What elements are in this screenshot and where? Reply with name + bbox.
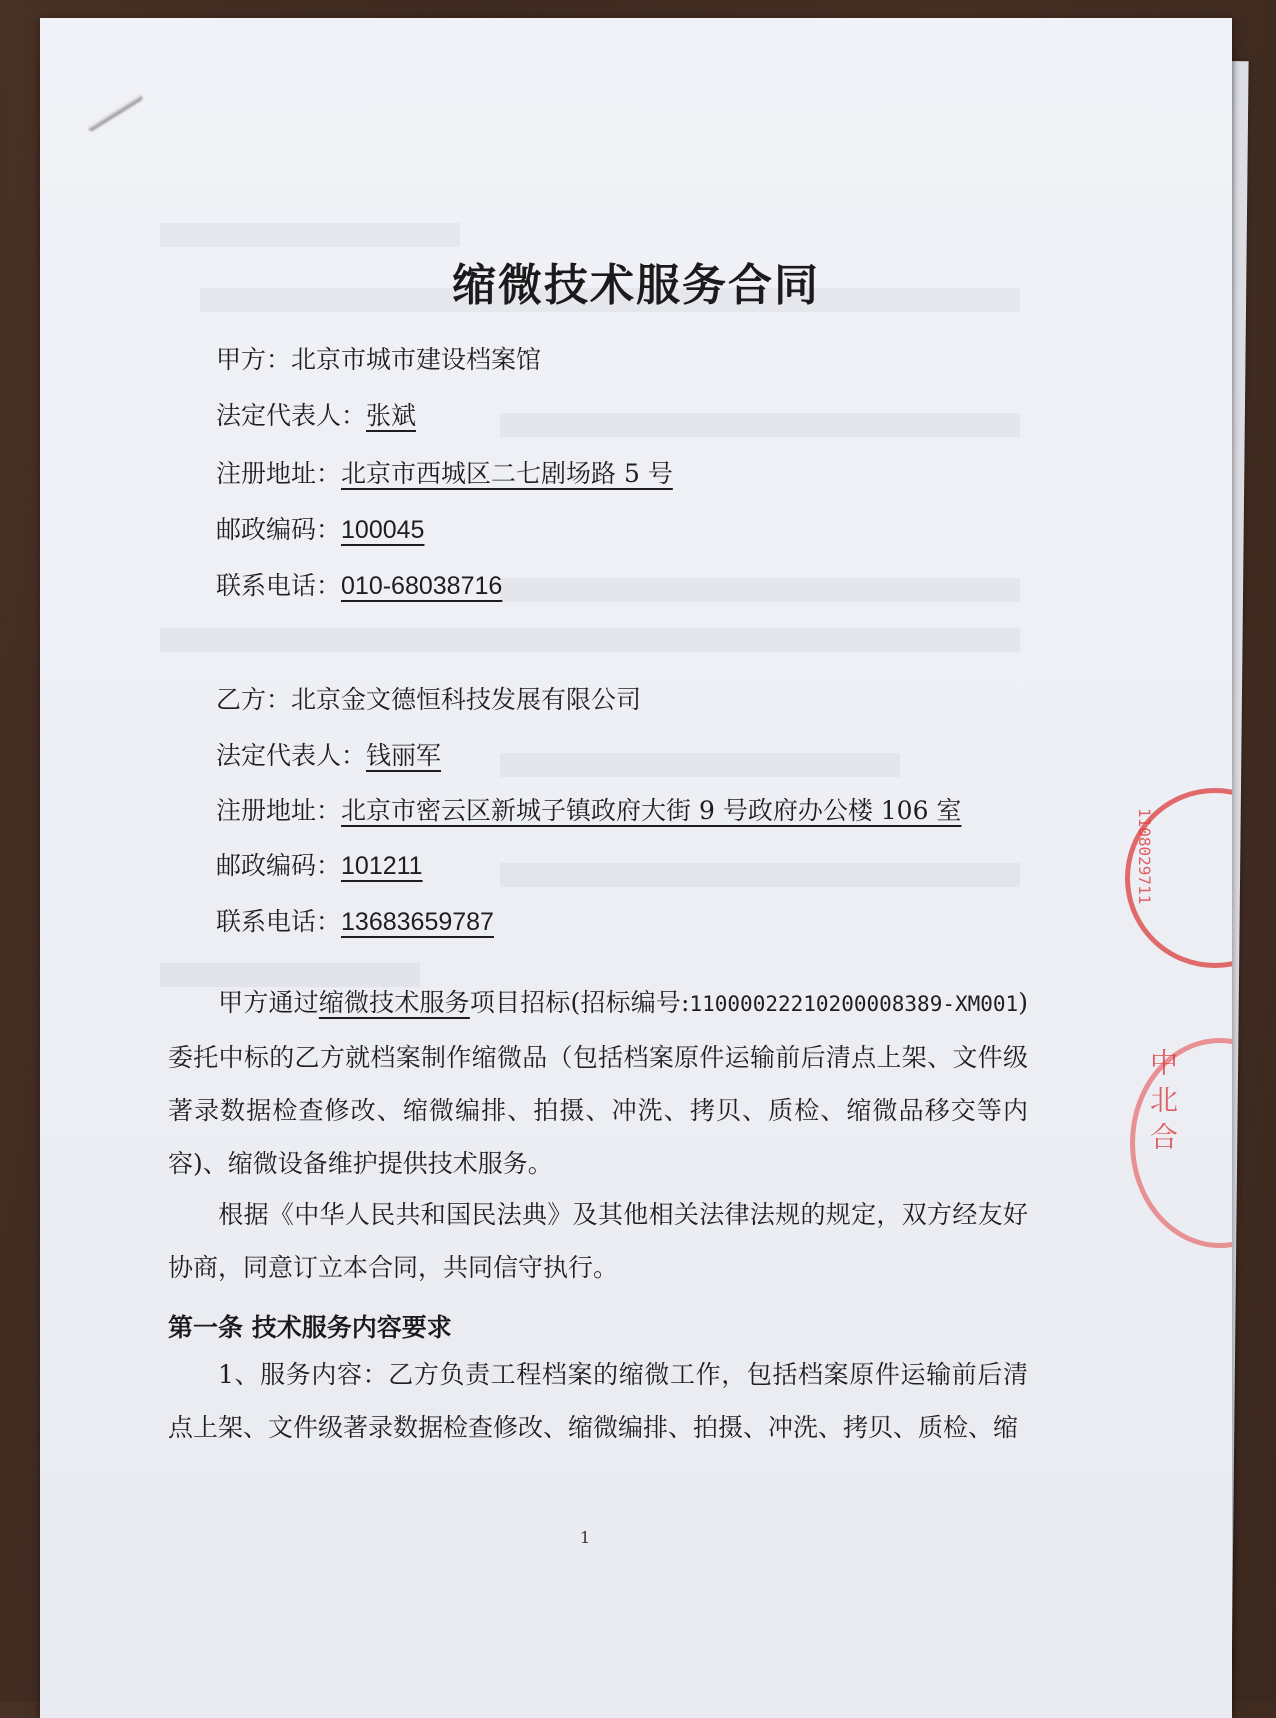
staple: [87, 94, 142, 131]
party-b-name-line: [216, 680, 641, 716]
party-a-rep: 张斌: [366, 401, 417, 430]
seal-stamp-text: 1108029711: [1135, 808, 1154, 905]
bleed-through: [160, 223, 460, 247]
party-a-rep-line: [216, 396, 416, 432]
bleed-through: [500, 413, 1020, 437]
label: 邮政编码：: [216, 851, 342, 880]
party-b-postcode: 101211: [341, 852, 423, 880]
label: 注册地址：: [216, 459, 342, 488]
label: 法定代表人：: [216, 741, 367, 770]
intro-paragraph-2: [168, 1188, 1028, 1294]
label: 注册地址：: [216, 796, 342, 825]
intro-underlined-text: 缩微技术服务: [318, 988, 470, 1017]
label: 邮政编码：: [216, 515, 342, 544]
party-b-rep: 钱丽军: [366, 741, 442, 770]
article-1-heading: 第一条 技术服务内容要求: [168, 1313, 452, 1342]
page-title: 缩微技术服务合同: [452, 260, 820, 312]
party-a-phone-line: [216, 566, 502, 602]
party-a-postcode: 100045: [341, 516, 425, 544]
label: 法定代表人：: [216, 401, 367, 430]
party-b-phone: 13683659787: [341, 908, 494, 936]
seal-stamp-text: 中 北 合: [1146, 1048, 1179, 1150]
article-1-paragraph: [168, 1348, 1028, 1454]
intro-paragraph-1: [168, 976, 1028, 1190]
bleed-through: [500, 753, 900, 777]
bleed-through: [500, 863, 1020, 887]
label: 联系电话：: [216, 571, 342, 600]
party-a-address-line: [216, 454, 673, 490]
party-a-phone: 010-68038716: [341, 572, 503, 600]
intro-text: 甲方通过: [218, 988, 319, 1017]
article-1-text: 1、服务内容：乙方负责工程档案的缩微工作，包括档案原件运输前后清点上架、文件级著录数据检查修改、缩微编排、拍摄、冲洗、拷贝、质检、缩: [168, 1360, 1028, 1442]
bleed-through: [500, 578, 1020, 602]
party-a-name-line: [216, 340, 541, 376]
party-b-address-line: [216, 791, 961, 827]
label: 联系电话：: [216, 907, 342, 936]
intro-text: )委托中标的乙方就档案制作缩微品（包括档案原件运输前后清点上架、文件级著录数据检查修改、缩微编排、拍摄、冲洗、拷贝、质检、缩微品移交等内容)、缩微设备维护提供技术服务。: [168, 988, 1028, 1178]
label: 乙方：: [216, 685, 292, 714]
intro-text: 项目招标(招标编号:: [469, 988, 690, 1017]
bleed-through: [160, 628, 1020, 652]
party-b-rep-line: [216, 736, 441, 772]
party-a-postcode-line: [216, 510, 424, 546]
party-a-name: 北京市城市建设档案馆: [291, 345, 542, 374]
intro-text: 根据《中华人民共和国民法典》及其他相关法律法规的规定，双方经友好协商，同意订立本合同，共同信守执行。: [168, 1200, 1028, 1282]
page-number: 1: [580, 1528, 591, 1547]
party-b-address: 北京市密云区新城子镇政府大街 9 号政府办公楼 106 室: [341, 796, 962, 825]
party-a-address: 北京市西城区二七剧场路 5 号: [341, 459, 673, 488]
contract-page: [40, 18, 1232, 1718]
party-b-phone-line: [216, 902, 494, 938]
party-b-postcode-line: [216, 846, 423, 882]
tender-number: 11000022210200008389-XM001: [689, 992, 1019, 1016]
label: 甲方：: [216, 345, 292, 374]
party-b-name: 北京金文德恒科技发展有限公司: [291, 685, 642, 714]
